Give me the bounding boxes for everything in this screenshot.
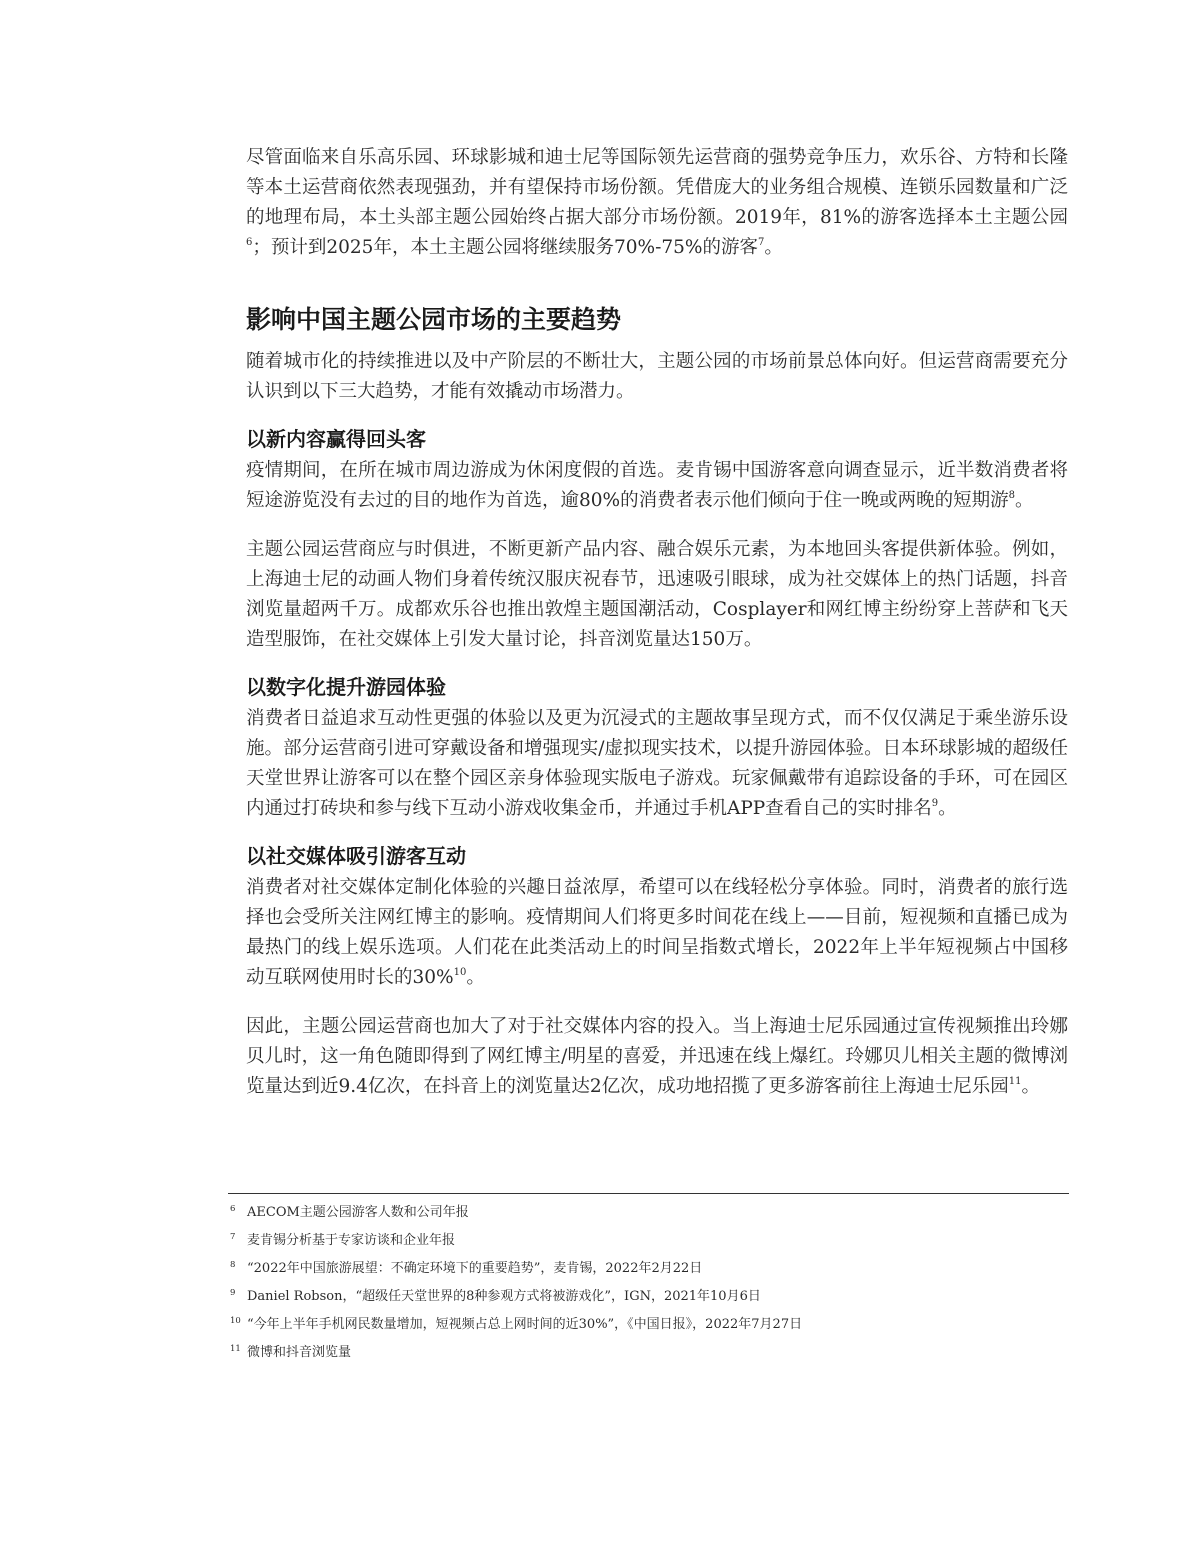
footnote-ref: 9 bbox=[931, 798, 939, 809]
paragraph-text: 疫情期间，在所在城市周边游成为休闲度假的首选。麦肯锡中国游客意向调查显示，近半数消费者将短途游览没有去过的目的地作为首选，逾80%的消费者表示他们倾向于住一晚或两晚的短期游 bbox=[246, 460, 1068, 511]
trend-title-social-media: 以社交媒体吸引游客互动 bbox=[246, 844, 466, 868]
footnote bbox=[230, 1200, 1070, 1228]
footnote bbox=[230, 1256, 1070, 1284]
intro-text: 。 bbox=[764, 237, 783, 258]
trend1-paragraph-2: 主题公园运营商应与时俱进，不断更新产品内容、融合娱乐元素，为本地回头客提供新体验。例如，上海迪士尼的动画人物们身着传统汉服庆祝春节，迅速吸引眼球，成为社交媒体上的热门话题，抖音浏览量超两千万。成都欢乐谷也推出敦煌主题国潮活动，Cosplayer和网红博主纷纷穿上菩萨和飞天造型服饰，在社交媒体上引发大量讨论，抖音浏览量达150万。 bbox=[246, 539, 1068, 650]
trend3-paragraph-1 bbox=[246, 873, 1068, 993]
footnote-text: 麦肯锡分析基于专家访谈和企业年报 bbox=[247, 1233, 456, 1248]
footnote bbox=[230, 1340, 1070, 1368]
footnote-number: 9 bbox=[230, 1288, 236, 1298]
footnote-number: 8 bbox=[230, 1260, 236, 1270]
section-title: 影响中国主题公园市场的主要趋势 bbox=[246, 305, 622, 334]
trend2-paragraph-1 bbox=[246, 704, 1068, 824]
paragraph-text: 。 bbox=[1015, 490, 1034, 511]
footnote-text: “今年上半年手机网民数量增加，短视频占总上网时间的近30%”，《中国日报》，2022年7月27日 bbox=[247, 1317, 803, 1332]
footnote-number: 6 bbox=[230, 1204, 236, 1214]
footnote-ref: 7 bbox=[757, 237, 765, 248]
footnote bbox=[230, 1228, 1070, 1256]
trend-title-new-content: 以新内容赢得回头客 bbox=[246, 427, 426, 451]
footnote-number: 10 bbox=[230, 1316, 241, 1326]
section-intro: 随着城市化的持续推进以及中产阶层的不断壮大，主题公园的市场前景总体向好。但运营商需要充分认识到以下三大趋势，才能有效撬动市场潜力。 bbox=[246, 351, 1068, 402]
footnote-ref: 11 bbox=[1008, 1076, 1022, 1087]
footnote bbox=[230, 1312, 1070, 1340]
footnote-text: “2022年中国旅游展望：不确定环境下的重要趋势”，麦肯锡，2022年2月22日 bbox=[247, 1261, 703, 1276]
paragraph-text: 。 bbox=[466, 967, 485, 988]
intro-text: ；预计到2025年，本土主题公园将继续服务70%-75%的游客 bbox=[252, 237, 758, 258]
trend-title-digital: 以数字化提升游园体验 bbox=[246, 675, 446, 699]
footnote-text: AECOM主题公园游客人数和公司年报 bbox=[247, 1205, 469, 1220]
footnote-ref: 8 bbox=[1008, 490, 1015, 501]
footnote-ref: 6 bbox=[246, 237, 253, 248]
intro-paragraph bbox=[246, 143, 1068, 263]
footnote bbox=[230, 1284, 1070, 1312]
intro-text: 尽管面临来自乐高乐园、环球影城和迪士尼等国际领先运营商的强势竞争压力，欢乐谷、方特和长隆等本土运营商依然表现强劲，并有望保持市场份额。凭借庞大的业务组合规模、连锁乐园数量和广泛的地理布局，本土头部主题公园始终占据大部分市场份额。2019年，81%的游客选择本土主题公园 bbox=[246, 147, 1068, 228]
footnote-number: 11 bbox=[230, 1344, 241, 1354]
paragraph-text: 消费者日益追求互动性更强的体验以及更为沉浸式的主题故事呈现方式，而不仅仅满足于乘坐游乐设施。部分运营商引进可穿戴设备和增强现实/虚拟现实技术，以提升游园体验。日本环球影城的超级任天堂世界让游客可以在整个园区亲身体验现实版电子游戏。玩家佩戴带有追踪设备的手环，可在园区内通过打砖块和参与线下互动小游戏收集金币，并通过手机APP查看自己的实时排名 bbox=[246, 708, 1068, 819]
footnote-ref: 10 bbox=[453, 967, 467, 978]
body-content bbox=[246, 143, 1068, 1102]
paragraph-text: 因此，主题公园运营商也加大了对于社交媒体内容的投入。当上海迪士尼乐园通过宣传视频推出玲娜贝儿时，这一角色随即得到了网红博主/明星的喜爱，并迅速在线上爆红。玲娜贝儿相关主题的微博浏览量达到近9.4亿次，在抖音上的浏览量达2亿次，成功地招揽了更多游客前往上海迪士尼乐园 bbox=[246, 1016, 1068, 1097]
footnotes bbox=[230, 1200, 1070, 1368]
footnote-divider bbox=[228, 1193, 1069, 1194]
trend1-paragraph-1 bbox=[246, 456, 1068, 516]
trend3-paragraph-2 bbox=[246, 1012, 1068, 1102]
paragraph-text: 。 bbox=[938, 798, 957, 819]
footnote-text: Daniel Robson，“超级任天堂世界的8种参观方式将被游戏化”，IGN，2021年10月6日 bbox=[247, 1289, 761, 1304]
footnote-number: 7 bbox=[230, 1232, 236, 1242]
paragraph-text: 。 bbox=[1021, 1076, 1040, 1097]
footnote-text: 微博和抖音浏览量 bbox=[247, 1345, 352, 1360]
paragraph-text: 消费者对社交媒体定制化体验的兴趣日益浓厚，希望可以在线轻松分享体验。同时，消费者的旅行选择也会受所关注网红博主的影响。疫情期间人们将更多时间花在线上——目前，短视频和直播已成为最热门的线上娱乐选项。人们花在此类活动上的时间呈指数式增长，2022年上半年短视频占中国移动互联网使用时长的30% bbox=[246, 877, 1068, 988]
